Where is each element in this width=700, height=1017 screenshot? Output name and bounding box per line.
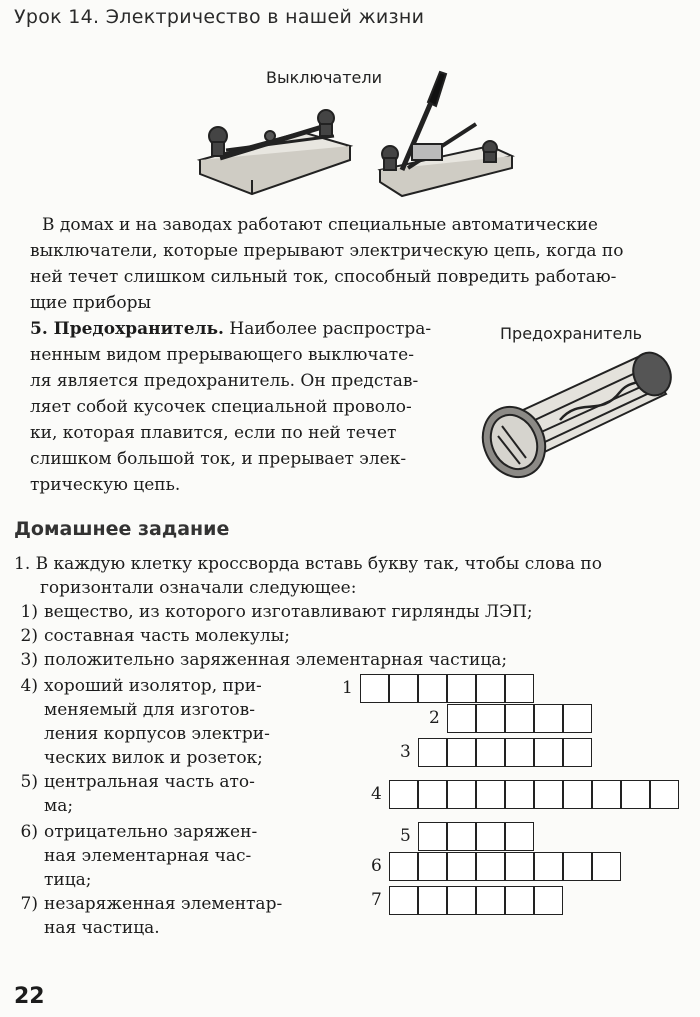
- clue-text: ления корпусов электри-: [44, 724, 270, 744]
- crossword-cell[interactable]: [418, 822, 447, 851]
- crossword-cell[interactable]: [505, 738, 534, 767]
- crossword-cell[interactable]: [476, 738, 505, 767]
- crossword-cell[interactable]: [534, 886, 563, 915]
- crossword-row-number: 6: [371, 856, 382, 876]
- clue-item: [14, 892, 282, 916]
- crossword-cell[interactable]: [389, 674, 418, 703]
- clue-text: меняемый для изготов-: [44, 700, 255, 720]
- clue-text: составная часть молекулы;: [44, 626, 290, 646]
- page-header: Урок 14. Электричество в нашей жизни: [14, 6, 425, 28]
- crossword-cell[interactable]: [621, 780, 650, 809]
- clue-number: 6): [20, 822, 38, 842]
- crossword-cell[interactable]: [592, 852, 621, 881]
- crossword-cell[interactable]: [563, 704, 592, 733]
- paragraph-line: В домах и на заводах работают специальные автоматические: [42, 215, 598, 235]
- clue-item: [14, 770, 255, 794]
- page-number: 22: [14, 984, 45, 1009]
- fuse-section-line: ненным видом прерывающего выключате-: [30, 345, 414, 365]
- crossword-cell[interactable]: [447, 822, 476, 851]
- crossword-cell[interactable]: [505, 780, 534, 809]
- paragraph-line: выключатели, которые прерывают электрическую цепь, когда по: [30, 241, 624, 261]
- switches-caption: Выключатели: [266, 68, 383, 87]
- crossword-cell[interactable]: [563, 852, 592, 881]
- crossword-cell[interactable]: [418, 886, 447, 915]
- crossword-cell[interactable]: [563, 780, 592, 809]
- crossword-row-number: 2: [429, 708, 440, 728]
- clue-item: [14, 648, 507, 672]
- crossword-cell[interactable]: [534, 852, 563, 881]
- clue-number: 7): [20, 894, 38, 914]
- clue-item: [14, 820, 257, 844]
- crossword-cell[interactable]: [534, 704, 563, 733]
- crossword-cell[interactable]: [389, 780, 418, 809]
- clue-item: [14, 624, 290, 648]
- fuse-section-line: ки, которая плавится, если по ней течет: [30, 423, 397, 443]
- clue-text: ма;: [44, 796, 74, 816]
- crossword-cell[interactable]: [505, 704, 534, 733]
- crossword-cell[interactable]: [418, 780, 447, 809]
- clue-text: ная элементарная час-: [44, 846, 252, 866]
- fuse-section-title: 5. Предохранитель.: [30, 319, 224, 339]
- crossword-cell[interactable]: [418, 852, 447, 881]
- crossword-cell[interactable]: [476, 780, 505, 809]
- crossword-cell[interactable]: [505, 674, 534, 703]
- crossword-cell[interactable]: [505, 822, 534, 851]
- clue-number: 5): [20, 772, 38, 792]
- crossword-cell[interactable]: [563, 738, 592, 767]
- clue-item: [14, 600, 533, 624]
- fuse-section-line: трическую цепь.: [30, 475, 181, 495]
- fuse-section-line: слишком большой ток, и прерывает элек-: [30, 449, 407, 469]
- crossword-cell[interactable]: [389, 852, 418, 881]
- crossword-cell[interactable]: [650, 780, 679, 809]
- crossword-row-number: 7: [371, 890, 382, 910]
- paragraph-line: ней течет слишком сильный ток, способный повредить работаю-: [30, 267, 617, 287]
- crossword-cell[interactable]: [505, 886, 534, 915]
- clue-text: центральная часть ато-: [44, 772, 255, 792]
- crossword-cell[interactable]: [360, 674, 389, 703]
- crossword-grid: [340, 674, 690, 926]
- crossword-cell[interactable]: [476, 674, 505, 703]
- clue-item: [14, 674, 262, 698]
- paragraph-line: щие приборы: [30, 293, 152, 313]
- crossword-cell[interactable]: [592, 780, 621, 809]
- clue-text: ческих вилок и розеток;: [44, 748, 263, 768]
- crossword-cell[interactable]: [447, 704, 476, 733]
- crossword-row-number: 3: [400, 742, 411, 762]
- task-number: 1.: [14, 554, 31, 574]
- clue-text: отрицательно заряжен-: [44, 822, 258, 842]
- task-text: В каждую клетку кроссворда вставь букву так, чтобы слова по: [35, 554, 602, 574]
- crossword-cell[interactable]: [476, 852, 505, 881]
- homework-title: Домашнее задание: [14, 518, 230, 540]
- knife-switch-open: [380, 72, 512, 196]
- fuse-section-line: ля является предохранитель. Он представ-: [30, 371, 419, 391]
- switches-illustration: [190, 62, 530, 202]
- clue-number: 4): [20, 676, 38, 696]
- crossword-cell[interactable]: [534, 780, 563, 809]
- crossword-cell[interactable]: [476, 886, 505, 915]
- clue-text: хороший изолятор, при-: [44, 676, 262, 696]
- crossword-row-number: 1: [342, 678, 353, 698]
- clue-text: ная частица.: [44, 918, 160, 938]
- clue-number: 3): [20, 650, 38, 670]
- clue-text: незаряженная элементар-: [44, 894, 283, 914]
- task-intro-line: [14, 552, 602, 576]
- crossword-row-number: 4: [371, 784, 382, 804]
- intro-paragraph: [30, 212, 690, 316]
- crossword-cell[interactable]: [418, 674, 447, 703]
- crossword-row-number: 5: [400, 826, 411, 846]
- crossword-cell[interactable]: [447, 738, 476, 767]
- fuse-illustration: [470, 346, 690, 496]
- crossword-cell[interactable]: [447, 674, 476, 703]
- crossword-cell[interactable]: [447, 780, 476, 809]
- fuse-section-line: [30, 316, 450, 342]
- crossword-cell[interactable]: [447, 852, 476, 881]
- crossword-cell[interactable]: [418, 738, 447, 767]
- fuse-section-line: ляет собой кусочек специальной проволо-: [30, 397, 412, 417]
- knife-switch-closed: [200, 110, 350, 194]
- clue-text: тица;: [44, 870, 92, 890]
- clue-number: 1): [20, 602, 38, 622]
- crossword-cell[interactable]: [476, 822, 505, 851]
- crossword-cell[interactable]: [534, 738, 563, 767]
- clue-text: положительно заряженная элементарная частица;: [44, 650, 508, 670]
- clue-text: вещество, из которого изготавливают гирлянды ЛЭП;: [44, 602, 533, 622]
- crossword-cell[interactable]: [476, 704, 505, 733]
- fuse-caption: Предохранитель: [500, 324, 642, 343]
- crossword-cell[interactable]: [447, 886, 476, 915]
- crossword-cell[interactable]: [389, 886, 418, 915]
- task-intro-line: горизонтали означали следующее:: [40, 578, 357, 598]
- clue-number: 2): [20, 626, 38, 646]
- fuse-section: [30, 316, 450, 498]
- crossword-cell[interactable]: [505, 852, 534, 881]
- fuse-text: Наиболее распростра-: [229, 319, 432, 339]
